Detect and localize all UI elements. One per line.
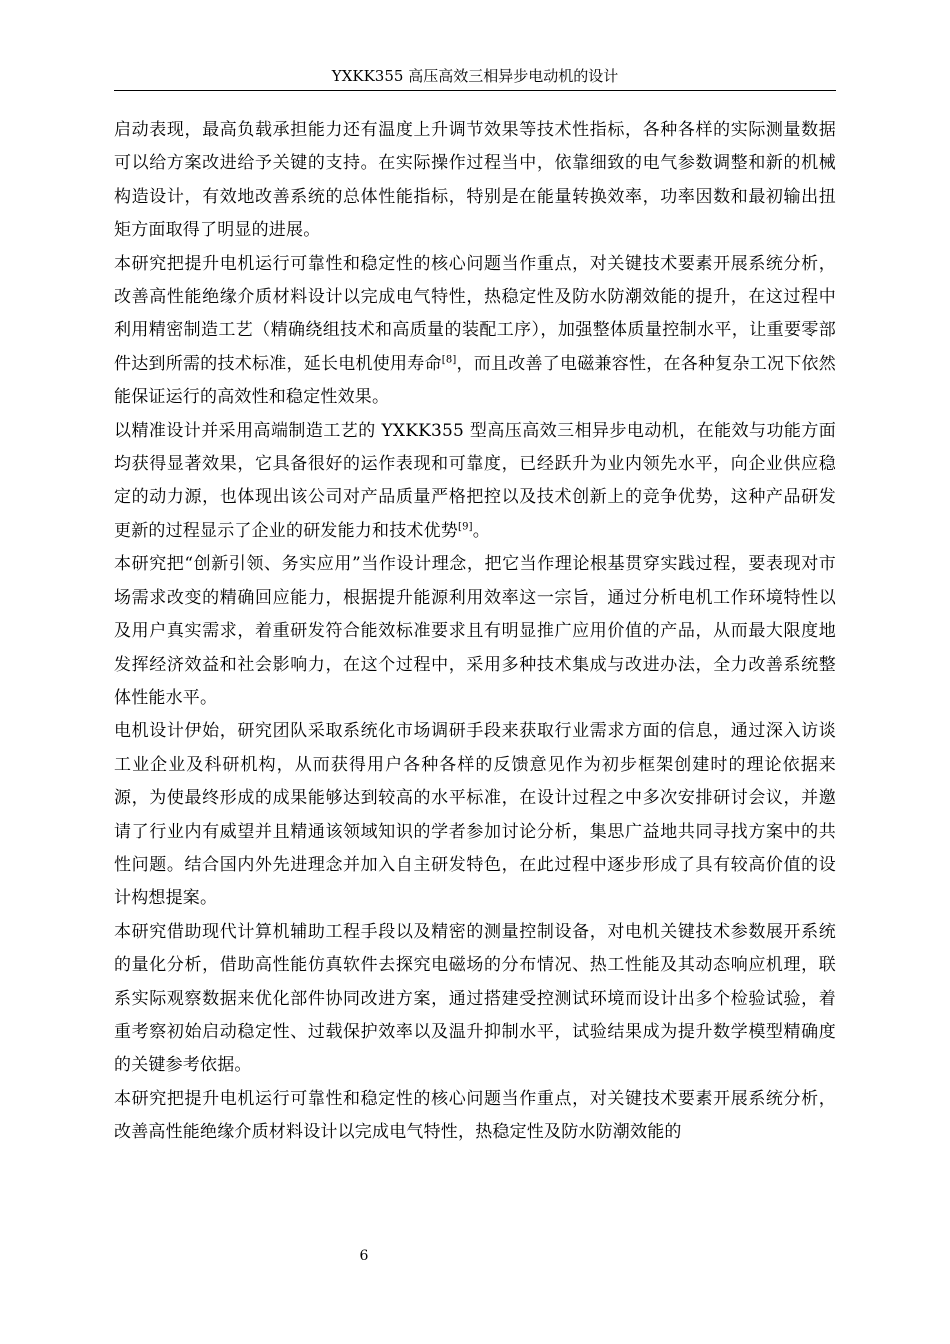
paragraph-text: 启动表现，最高负载承担能力还有温度上升调节效果等技术性指标，各种各样的实际测量数据可以给方案改进给予关键的支持。在实际操作过程当中，依靠细致的电气参数调整和新的机械构造设计，有效地改善系统的总体性能指标，特别是在能量转换效率，功率因数和最初输出扭矩方面取得了明显的进展。 xyxy=(114,120,836,241)
paragraph xyxy=(114,415,836,549)
paragraph xyxy=(114,548,836,715)
page-number xyxy=(0,1246,728,1266)
citation-marker: [8] xyxy=(441,354,457,366)
paragraph xyxy=(114,715,836,915)
page-number-value: 6 xyxy=(359,1248,369,1264)
paragraph xyxy=(114,248,836,415)
paragraph-text: 本研究把提升电机运行可靠性和稳定性的核心问题当作重点，对关键技术要素开展系统分析，改善高性能绝缘介质材料设计以完成电气特性，热稳定性及防水防潮效能的提升，在这过程中利用精密制造工艺（精确绕组技术和高质量的装配工序），加强整体质量控制水平，让重要零部件达到所需的技术标准，延长电机使用寿命 xyxy=(114,253,836,374)
paragraph-text: 本研究借助现代计算机辅助工程手段以及精密的测量控制设备，对电机关键技术参数展开系统的量化分析，借助高性能仿真软件去探究电磁场的分布情况、热工性能及其动态响应机理，联系实际观察数据来优化部件协同改进方案，通过搭建受控测试环境而设计出多个检验试验，着重考察初始启动稳定性、过载保护效率以及温升抑制水平，试验结果成为提升数学模型精确度的关键参考依据。 xyxy=(114,921,836,1076)
paragraph-text: 本研究把提升电机运行可靠性和稳定性的核心问题当作重点，对关键技术要素开展系统分析，改善高性能绝缘介质材料设计以完成电气特性，热稳定性及防水防潮效能的 xyxy=(114,1088,836,1143)
document-title: YXKK355 高压高效三相异步电动机的设计 xyxy=(331,67,619,85)
paragraph xyxy=(114,114,836,248)
paragraph-text-continued: ，而且改善了电磁兼容性，在各种复杂工况下依然能保证运行的高效性和稳定性效果。 xyxy=(114,353,836,408)
citation-marker: [9] xyxy=(458,521,473,533)
paragraph-text: 本研究把“创新引领、务实应用”当作设计理念，把它当作理论根基贯穿实践过程，要表现对市场需求改变的精确回应能力，根据提升能源利用效率这一宗旨，通过分析电机工作环境特性以及用户真实需求，着重研发符合能效标准要求且有明显推广应用价值的产品，从而最大限度地发挥经济效益和社会影响力，在这个过程中，采用多种技术集成与改进办法，全力改善系统整体性能水平。 xyxy=(114,554,836,708)
paragraph-text: 电机设计伊始，研究团队采取系统化市场调研手段来获取行业需求方面的信息，通过深入访谈工业企业及科研机构，从而获得用户各种各样的反馈意见作为初步框架创建时的理论依据来源，为使最终形成的成果能够达到较高的水平标准，在设计过程之中多次安排研讨会议，并邀请了行业内有威望并且精通该领域知识的学者参加讨论分析，集思广益地共同寻找方案中的共性问题。结合国内外先进理念并加入自主研发特色，在此过程中逐步形成了具有较高价值的设计构想提案。 xyxy=(114,721,836,909)
paragraph-text-continued: 。 xyxy=(472,520,490,541)
paragraph xyxy=(114,916,836,1083)
paragraph-text: 以精准设计并采用高端制造工艺的 YXKK355 型高压高效三相异步电动机，在能效与功能方面均获得显著效果，它具备很好的运作表现和可靠度，已经跃升为业内领先水平，向企业供应稳定的动力源，也体现出该公司对产品质量严格把控以及技术创新上的竞争优势，这种产品研发更新的过程显示了企业的研发能力和技术优势 xyxy=(114,420,836,541)
paragraph xyxy=(114,1083,836,1150)
body-text xyxy=(114,114,836,1150)
page-header xyxy=(114,62,836,91)
